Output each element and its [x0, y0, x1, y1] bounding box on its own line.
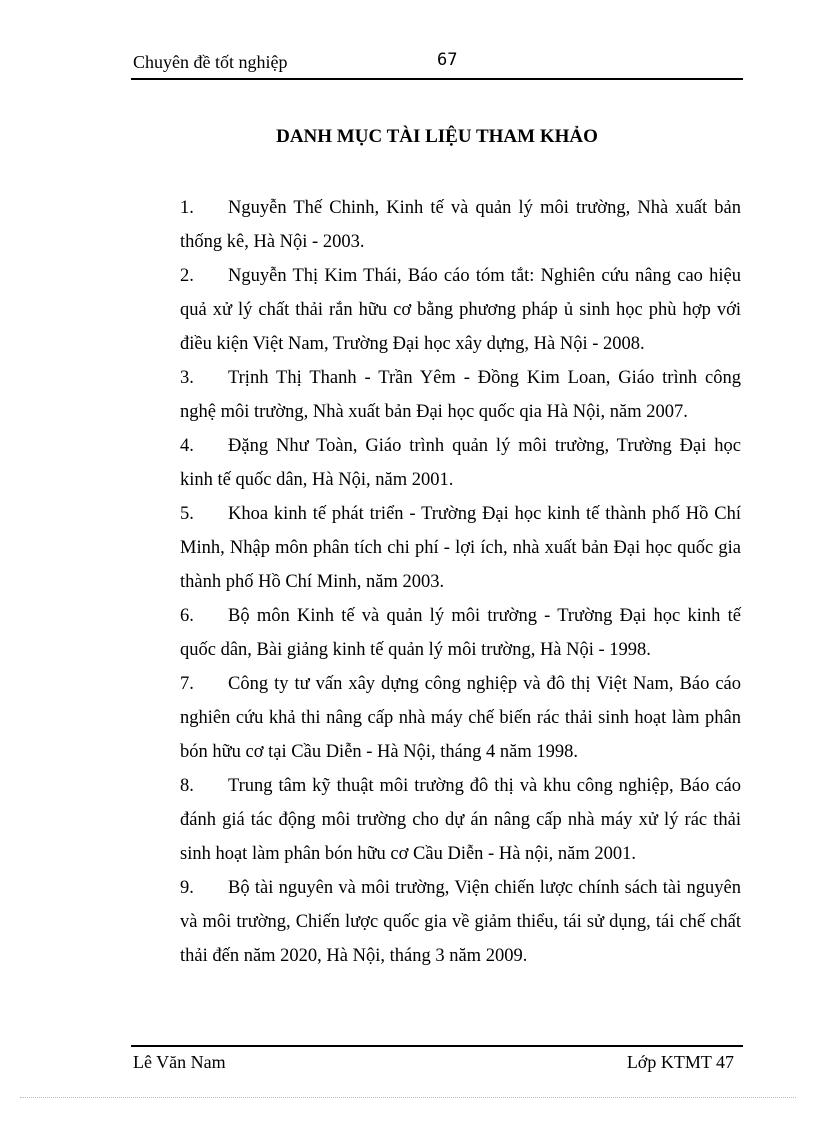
footer-class: Lớp KTMT 47: [626, 1052, 734, 1072]
reference-number: 4.: [180, 436, 194, 456]
reference-number: 9.: [180, 878, 194, 898]
footer-author: Lê Văn Nam: [133, 1052, 226, 1072]
reference-text: Nguyễn Thế Chinh, Kinh tế và quản lý môi trường, Nhà xuất bản thống kê, Hà Nội - 2003.: [180, 198, 741, 252]
reference-text: Bộ tài nguyên và môi trường, Viện chiến lược chính sách tài nguyên và môi trường, Chiến lược quốc gia về giảm thiểu, tái sử dụng, tái chế chất thải đến năm 2020, Hà Nội, tháng 3 năm 2009.: [180, 878, 741, 966]
reference-item: [180, 769, 741, 871]
reference-number: 2.: [180, 266, 194, 286]
reference-item: [180, 191, 741, 259]
footer-divider: [131, 1045, 743, 1047]
reference-item: [180, 667, 741, 769]
page-edge-divider: [20, 1097, 796, 1098]
reference-text: Đặng Như Toàn, Giáo trình quản lý môi trường, Trường Đại học kinh tế quốc dân, Hà Nội, năm 2001.: [180, 436, 741, 490]
reference-number: 6.: [180, 606, 194, 626]
reference-number: 5.: [180, 504, 194, 524]
reference-text: Nguyễn Thị Kim Thái, Báo cáo tóm tắt: Nghiên cứu nâng cao hiệu quả xử lý chất thải rắn hữu cơ bằng phương pháp ủ sinh học phù hợp với điều kiện Việt Nam, Trường Đại học xây dựng, Hà Nội - 2008.: [180, 266, 741, 354]
reference-text: Trung tâm kỹ thuật môi trường đô thị và khu công nghiệp, Báo cáo đánh giá tác động môi trường cho dự án nâng cấp nhà máy xử lý rác thải sinh hoạt làm phân bón hữu cơ Cầu Diễn - Hà nội, năm 2001.: [180, 776, 741, 864]
page-title: DANH MỤC TÀI LIỆU THAM KHẢO: [276, 126, 598, 147]
reference-item: [180, 599, 741, 667]
reference-text: Bộ môn Kinh tế và quản lý môi trường - Trường Đại học kinh tế quốc dân, Bài giảng kinh tế quản lý môi trường, Hà Nội - 1998.: [180, 606, 741, 660]
reference-item: [180, 871, 741, 973]
page-header: [131, 48, 743, 80]
header-title: Chuyên đề tốt nghiệp: [133, 52, 288, 72]
reference-item: [180, 259, 741, 361]
reference-item: [180, 429, 741, 497]
reference-item: [180, 497, 741, 599]
reference-text: Công ty tư vấn xây dựng công nghiệp và đô thị Việt Nam, Báo cáo nghiên cứu khả thi nâng cấp nhà máy chế biến rác thải sinh hoạt làm phân bón hữu cơ tại Cầu Diễn - Hà Nội, tháng 4 năm 1998.: [180, 674, 741, 762]
page-number: 67: [437, 50, 458, 70]
reference-number: 1.: [180, 198, 194, 218]
reference-text: Trịnh Thị Thanh - Trần Yêm - Đồng Kim Loan, Giáo trình công nghệ môi trường, Nhà xuất bản Đại học quốc qia Hà Nội, năm 2007.: [180, 368, 741, 422]
reference-item: [180, 361, 741, 429]
reference-list: [180, 191, 741, 973]
reference-text: Khoa kinh tế phát triển - Trường Đại học kinh tế thành phố Hồ Chí Minh, Nhập môn phân tích chi phí - lợi ích, nhà xuất bản Đại học quốc gia thành phố Hồ Chí Minh, năm 2003.: [180, 504, 741, 592]
reference-number: 7.: [180, 674, 194, 694]
reference-number: 8.: [180, 776, 194, 796]
reference-number: 3.: [180, 368, 194, 388]
